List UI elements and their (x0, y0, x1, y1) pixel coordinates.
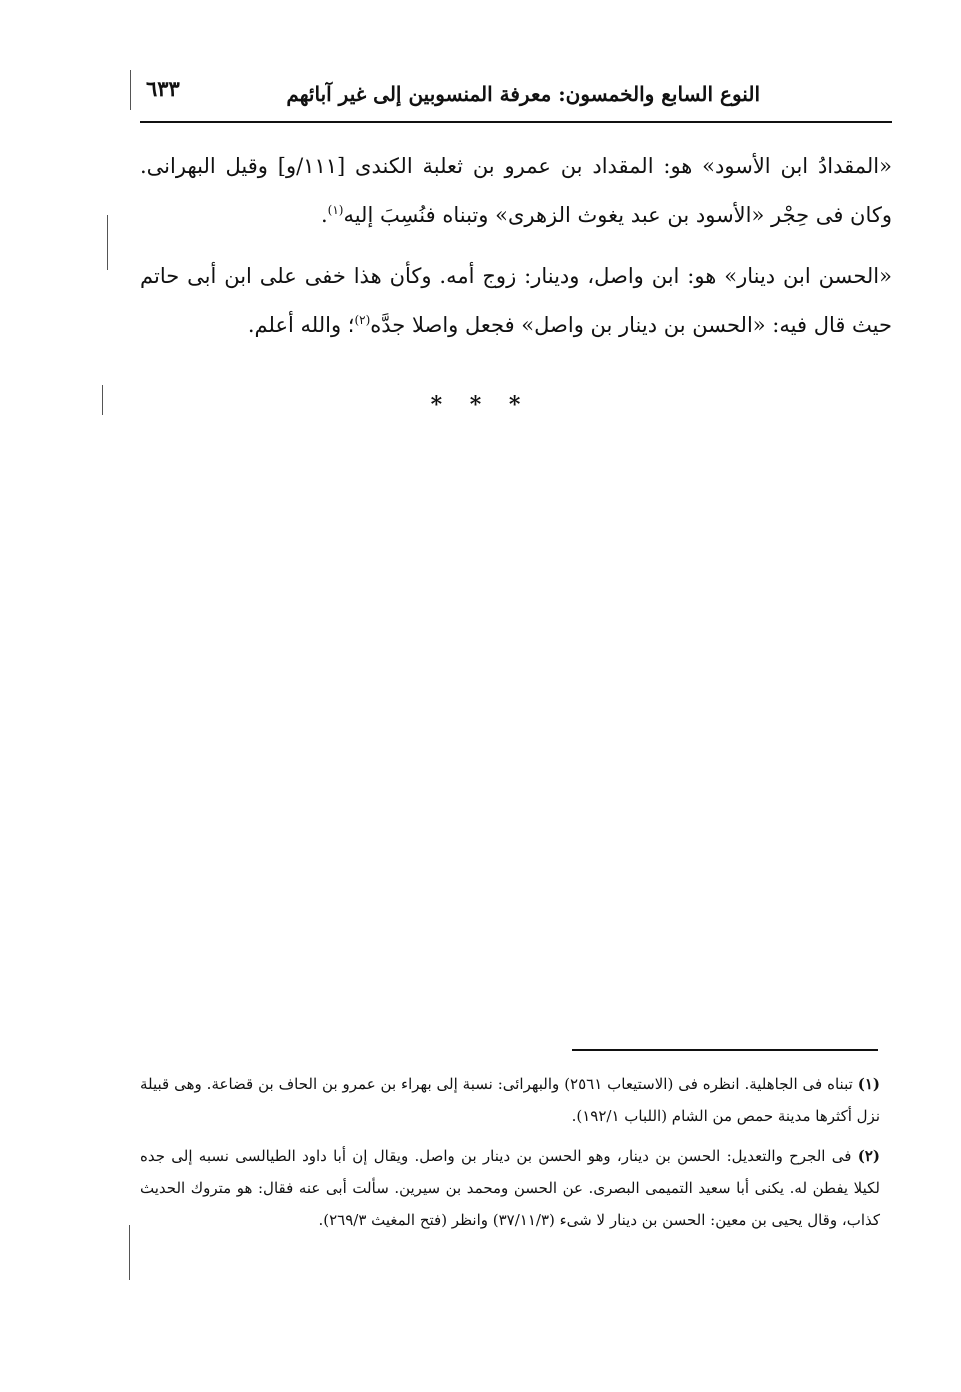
paragraph-miqdad (140, 142, 892, 240)
paragraph-tail: ؛ والله أعلم. (247, 313, 355, 337)
footnote-number: (٢) (857, 1147, 880, 1165)
footnote-number: (١) (857, 1075, 880, 1093)
paragraph-hasan (140, 252, 892, 350)
page-number: ٦٣٣ (146, 76, 180, 101)
footnote-ref-1: (١) (327, 203, 344, 217)
margin-mark (102, 385, 103, 415)
footnote-1 (140, 1068, 880, 1132)
main-text (140, 142, 892, 362)
footnote-ref-2: (٢) (354, 313, 371, 327)
running-header (140, 74, 892, 122)
header-rule (140, 121, 892, 123)
footnote-text: تبناه فى الجاهلية. انظره فى (الاستيعاب ٢٥٦١) والبهرائى: نسبة إلى بهراء بن عمرو بن الحاف بن قضاعة. وهى قبيلة نزل أكثرها مدينة حمص من الشام (اللباب ١٩٢/١). (140, 1075, 880, 1125)
margin-mark (130, 70, 131, 110)
paragraph-text: «المقدادُ ابن الأسود» هو: المقداد بن عمرو بن ثعلبة الكندى [١١١/و] وقيل البهرانى. وكان فى حِجْر «الأسود بن عبد يغوث الزهرى» وتبناه فنُسِبَ إليه (140, 154, 892, 227)
paragraph-text: «الحسن ابن دينار» هو: ابن واصل، ودينار: زوج أمه. وكأن هذا خفى على ابن أبى حاتم حيث قال فيه: «الحسن بن دينار بن واصل» فجعل واصلا جدَّه (140, 264, 892, 337)
footnote-2 (140, 1140, 880, 1236)
margin-mark (107, 215, 108, 270)
footnote-text: فى الجرح والتعديل: الحسن بن دينار، وهو الحسن بن دينار بن واصل. ويقال إن أبا داود الطيالسى نسبه إلى جده لكيلا يفطن له. يكنى أبا سعيد التميمى البصرى. عن الحسن ومحمد بن سيرين. سألت أبى عنه فقال: هو متروك الحديث كذاب، وقال يحيى بن معين: الحسن بن دينار لا شىء (٣٧/١١/٣) وانظر (فتح المغيث ٢٦٩/٣). (140, 1147, 880, 1229)
section-separator: * * * (430, 392, 531, 418)
paragraph-tail: . (320, 203, 328, 227)
margin-mark (129, 1225, 130, 1280)
chapter-title: النوع السابع والخمسون: معرفة المنسوبين إلى غير آبائهم (286, 82, 760, 106)
footnote-rule (572, 1049, 878, 1051)
footnotes (140, 1068, 880, 1244)
